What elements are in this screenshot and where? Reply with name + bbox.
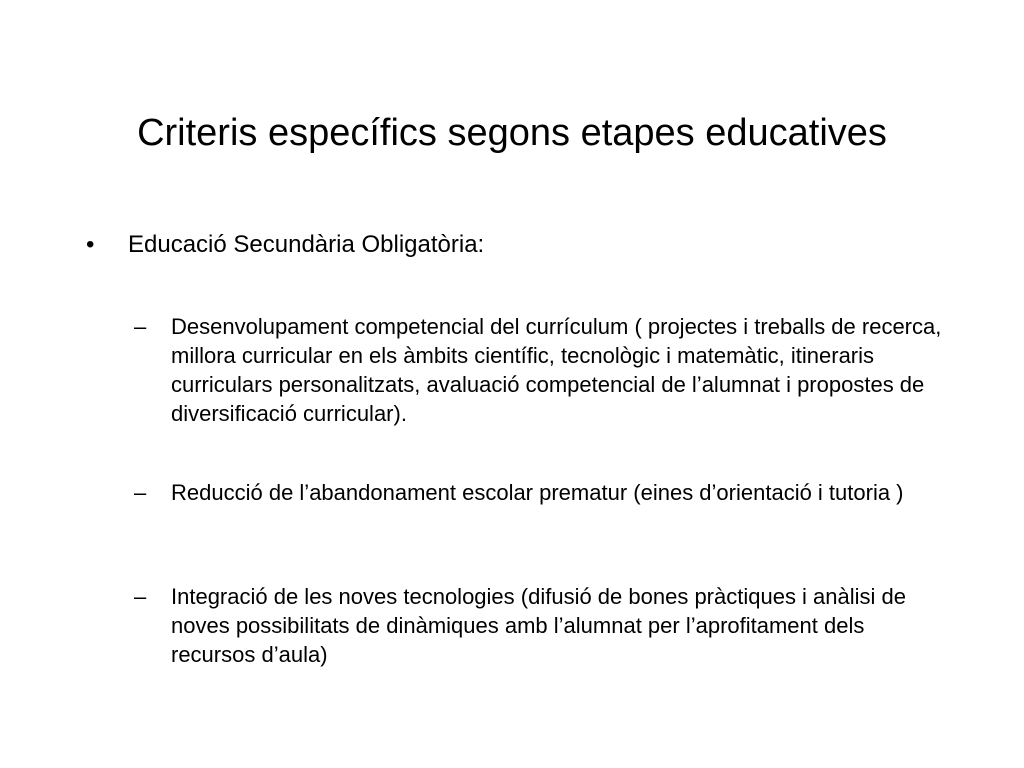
sub-item-text: Integració de les noves tecnologies (difusió de bones pràctiques i anàlisi de noves possibilitats de dinàmiques amb l’alumnat per l’aprofitament dels recursos d’aula) (171, 584, 907, 667)
dash-marker: – (134, 480, 147, 505)
sub-item-text: Reducció de l’abandonament escolar prematur (eines d’orientació i tutoria ) (171, 480, 904, 505)
dash-marker: – (134, 584, 147, 609)
dash-marker: – (134, 314, 147, 339)
sub-item-text: Desenvolupament competencial del currículum ( projectes i treballs de recerca, millora curricular en els àmbits científic, tecnològic i matemàtic, itineraris curriculars personalitzats, avaluació competencial de l’alumnat i propostes de diversificació curricular). (171, 314, 942, 426)
slide-title: Criteris específics segons etapes educatives (137, 112, 887, 154)
bullet-text: Educació Secundària Obligatòria: (128, 231, 485, 258)
bullet-marker: • (86, 231, 95, 258)
